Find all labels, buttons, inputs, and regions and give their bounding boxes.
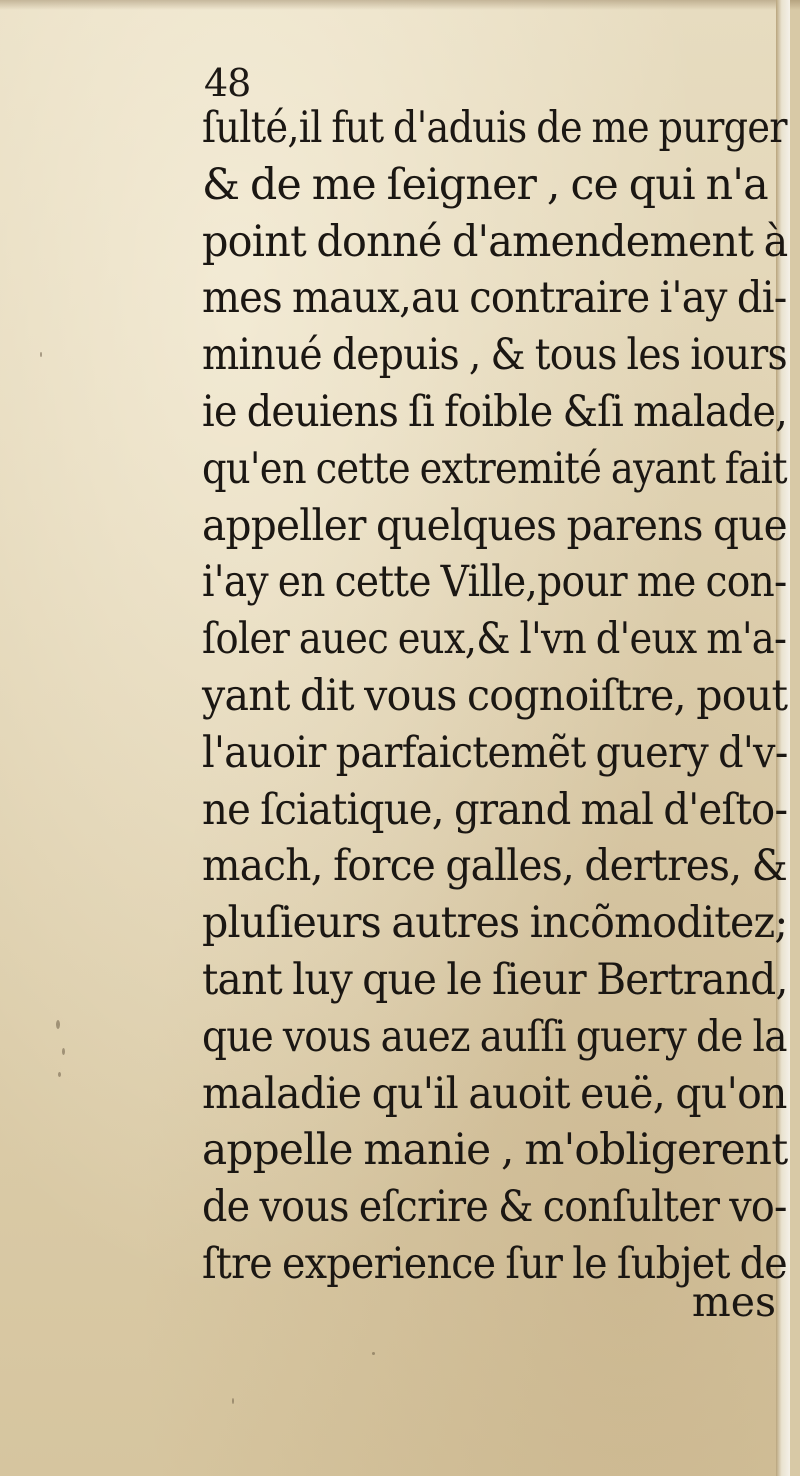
paper-speck xyxy=(56,1020,60,1029)
text-line: yant dit vous cognoiſtre, pout xyxy=(202,670,788,721)
text-line: tant luy que le ſieur Bertrand, xyxy=(202,954,788,1005)
catchword: mes xyxy=(691,1278,776,1326)
paper-speck xyxy=(62,1048,65,1055)
text-line: ſoler auec eux,& l'vn d'eux m'a- xyxy=(202,614,787,665)
text-line: ſtre experience ſur le ſubjet de xyxy=(202,1238,787,1289)
text-line: mes maux,au contraire i'ay di- xyxy=(202,273,787,324)
text-line: qu'en cette extremité ayant fait xyxy=(202,443,787,494)
text-line: i'ay en cette Ville,pour me con- xyxy=(202,557,787,608)
text-line: ie deuiens ſi foible &ſi malade, xyxy=(202,386,788,437)
text-line: de vous eſcrire & conſulter vo- xyxy=(202,1182,787,1233)
text-line: maladie qu'il auoit euë, qu'on xyxy=(202,1068,787,1119)
paper-speck xyxy=(40,352,42,357)
text-line: appelle manie , m'obligerent xyxy=(202,1125,788,1176)
text-line: l'auoir parfaictemẽt guery d'v- xyxy=(202,727,788,778)
page-number: 48 xyxy=(204,61,251,105)
text-line: ne ſciatique, grand mal d'eſto- xyxy=(202,784,788,835)
text-line: que vous auez auſſi guery de la xyxy=(202,1011,787,1062)
text-line: ſulté,il fut d'aduis de me purger xyxy=(202,103,787,153)
text-line: point donné d'amendement à xyxy=(202,216,788,267)
paper-speck xyxy=(232,1398,234,1404)
text-line: minué depuis , & tous les iours xyxy=(202,330,787,381)
text-block xyxy=(202,100,792,1293)
text-line: mach, force galles, dertres, & xyxy=(202,841,788,892)
page-top-shadow xyxy=(0,0,800,10)
paper-speck xyxy=(372,1352,375,1355)
text-line: appeller quelques parens que xyxy=(202,500,787,551)
text-line: & de me ſeigner , ce qui n'a xyxy=(202,159,768,210)
text-line: pluſieurs autres incõmoditez; xyxy=(202,898,788,949)
paper-speck xyxy=(58,1072,61,1077)
